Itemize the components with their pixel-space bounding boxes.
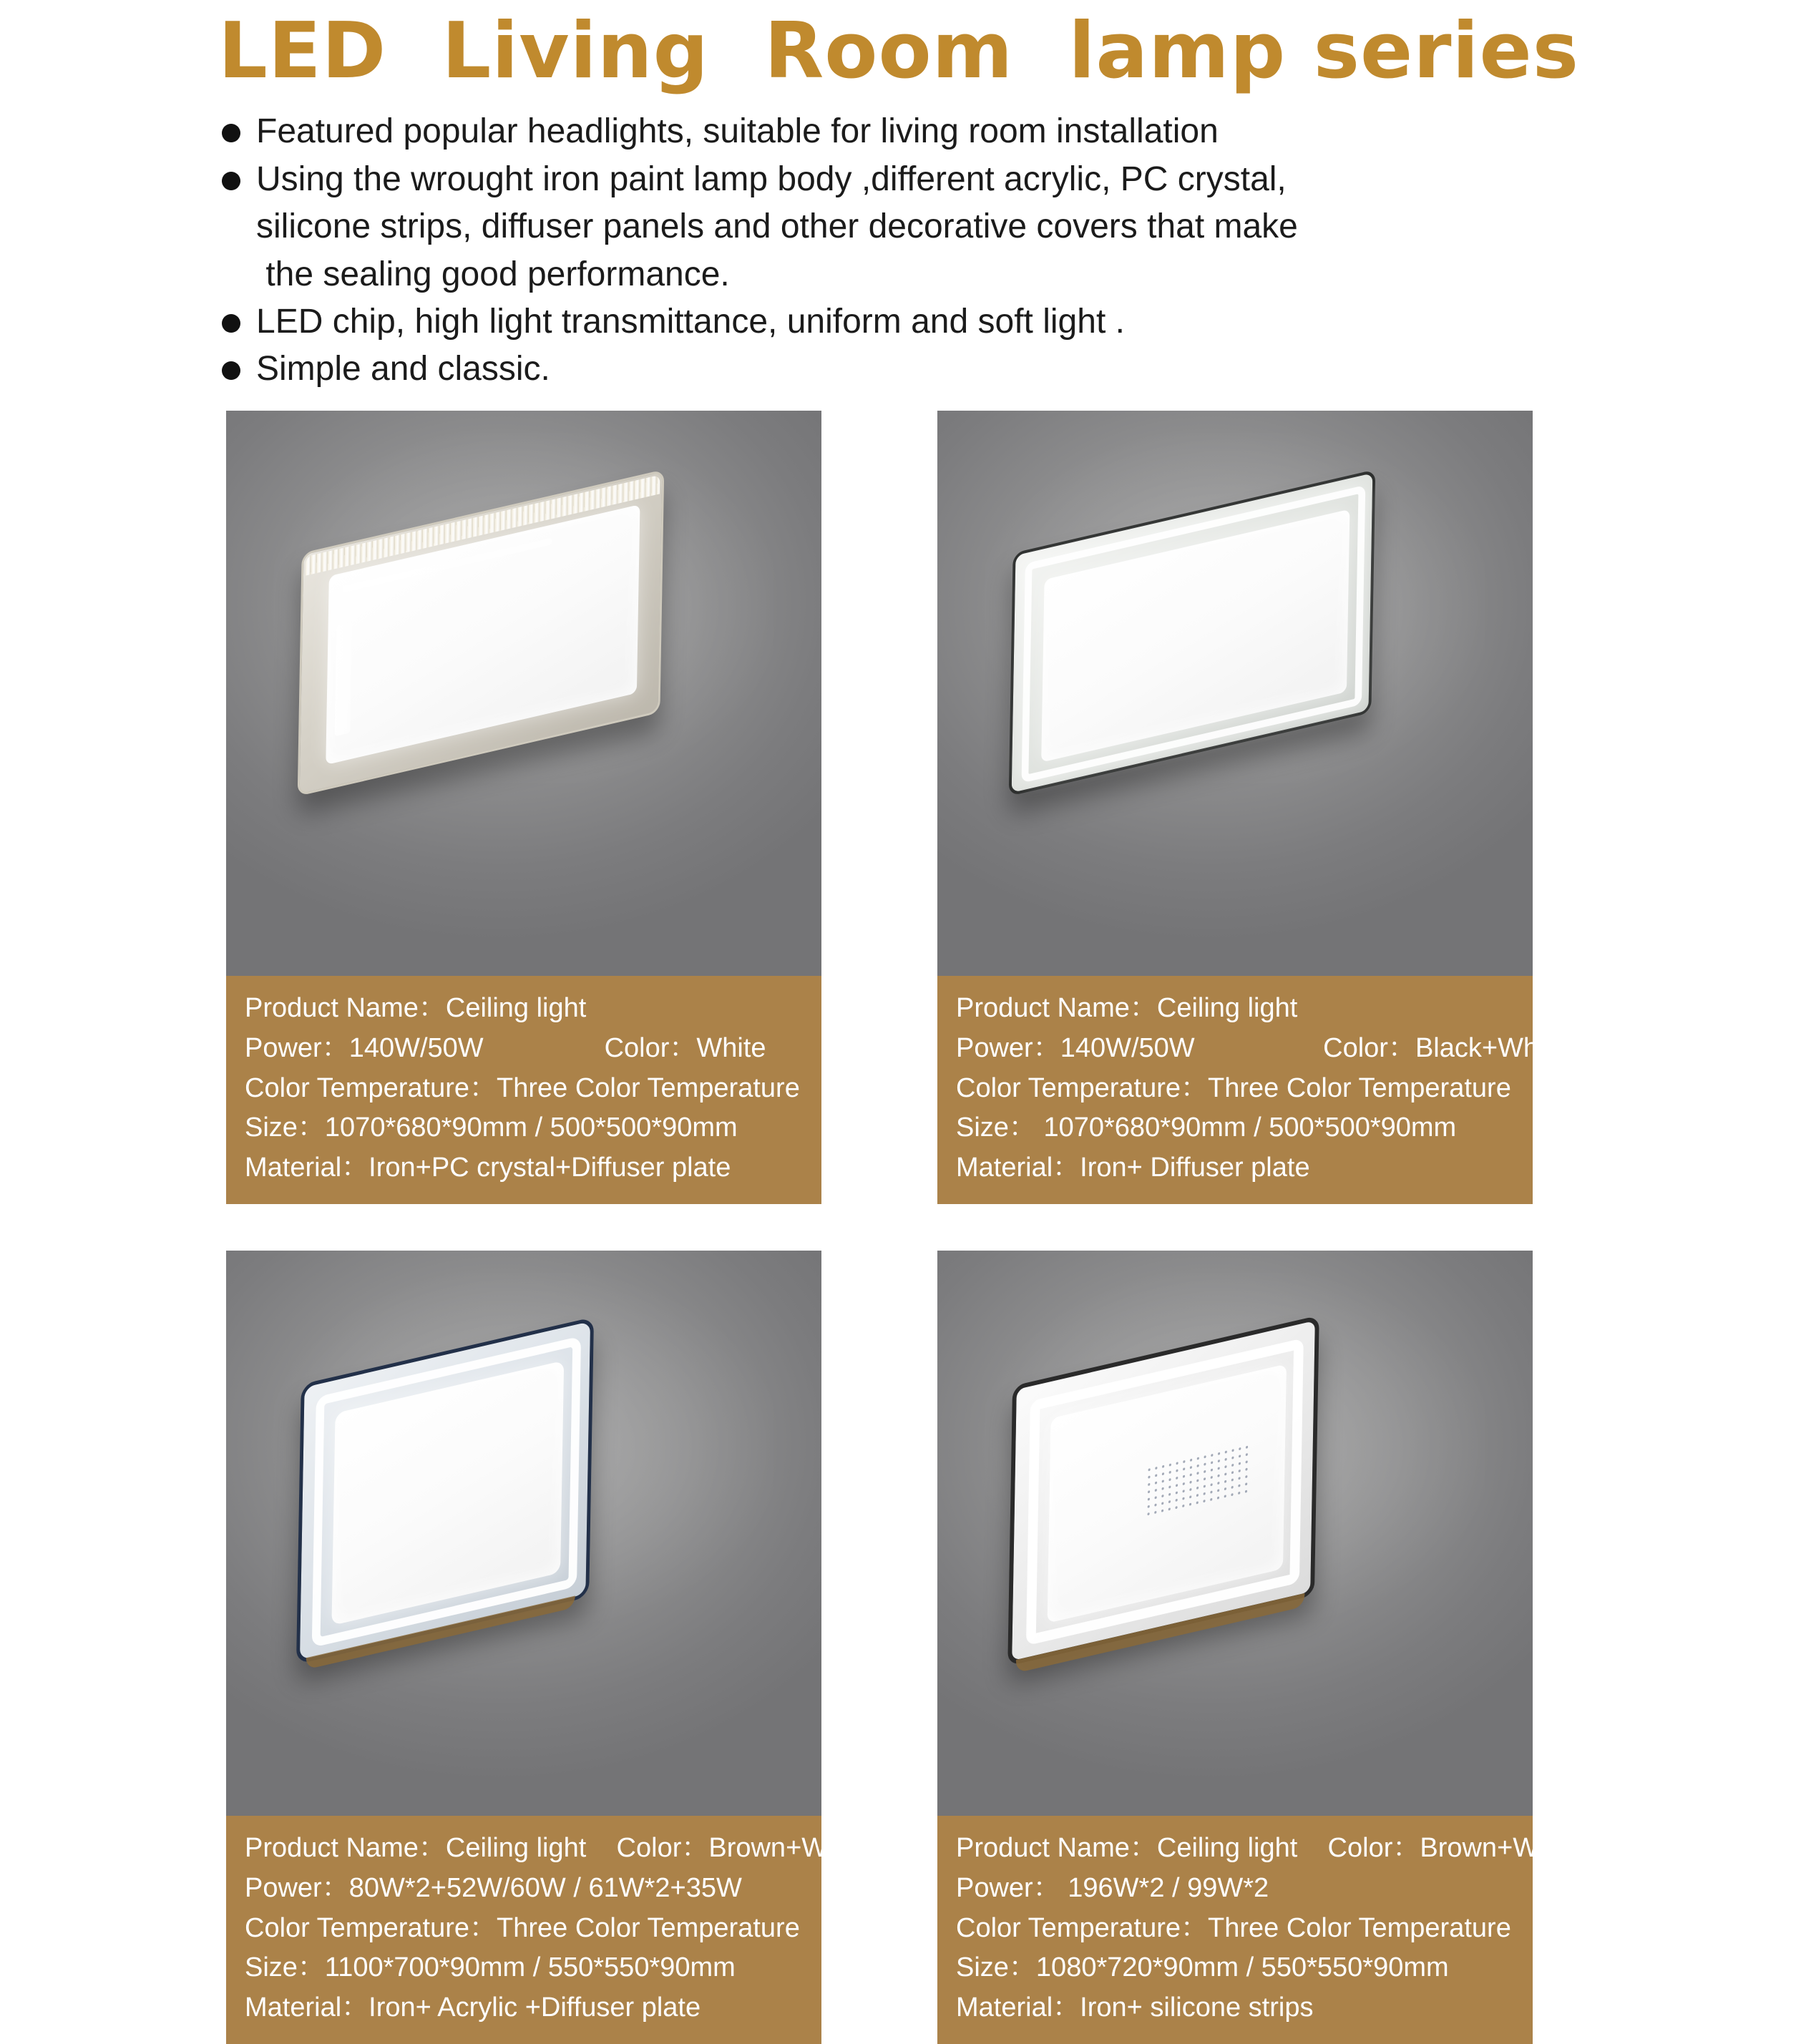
list-item-continuation: [222, 253, 1474, 297]
spec-product-name: Product Name：Ceiling light: [956, 992, 1298, 1023]
spec-color-temperature: Color Temperature：Three Color Temperature: [245, 1072, 800, 1103]
product-card[interactable]: [226, 1251, 872, 2044]
bullet-dot-icon: [222, 314, 249, 333]
list-item-label: Using the wrought iron paint lamp body ,different acrylic, PC crystal,: [256, 160, 1287, 198]
product-spec-block: [226, 976, 821, 1204]
page-title: LED Living Room lamp series: [218, 6, 1580, 96]
spec-power-color: Power：140W/50W Color：Black+White: [956, 1032, 1568, 1063]
product-card[interactable]: [937, 411, 1568, 1204]
list-item: [222, 300, 1474, 344]
bullet-dot-icon: [222, 361, 249, 380]
list-item-label: Simple and classic.: [256, 350, 550, 388]
spec-power: Power： 196W*2 / 99W*2: [956, 1872, 1269, 1903]
bullet-spacer-icon: [222, 219, 249, 238]
spec-power: Power：80W*2+52W/60W / 61W*2+35W: [245, 1872, 742, 1903]
bullet-dot-icon: [222, 124, 249, 142]
product-card[interactable]: [226, 411, 821, 1204]
bullet-dot-icon: [222, 172, 249, 190]
product-spec-block: [937, 976, 1568, 1204]
product-card[interactable]: [937, 1251, 1583, 2044]
list-item-label: Featured popular headlights, suitable for living room installation: [256, 112, 1219, 151]
bullet-spacer-icon: [222, 267, 249, 285]
spec-color-temperature: Color Temperature：Three Color Temperature: [956, 1072, 1511, 1103]
spec-color-temperature: Color Temperature：Three Color Temperature: [956, 1912, 1511, 1943]
lamp-illustration: [1006, 1354, 1464, 1662]
product-image: [226, 411, 821, 976]
catalog-page: [0, 6, 1801, 2033]
lamp-illustration: [295, 514, 753, 822]
list-item: [222, 109, 1474, 154]
list-item: [222, 347, 1474, 391]
spec-size: Size：1070*680*90mm / 500*500*90mm: [245, 1113, 738, 1143]
list-item-label: LED chip, high light transmittance, uniform and soft light .: [256, 303, 1125, 341]
spec-size: Size：1080*720*90mm / 550*550*90mm: [956, 1952, 1449, 1983]
product-spec-block: [226, 1816, 872, 2044]
list-item: [222, 157, 1474, 202]
list-item-continuation: [222, 205, 1474, 249]
feature-list: [222, 109, 1474, 391]
spec-product-name: Product Name：Ceiling light Color：Brown+White: [956, 1832, 1583, 1863]
spec-material: Material：Iron+ Acrylic +Diffuser plate: [245, 1992, 701, 2023]
product-image: [937, 411, 1533, 976]
spec-color-temperature: Color Temperature：Three Color Temperature: [245, 1912, 800, 1943]
spec-material: Material：Iron+ silicone strips: [956, 1992, 1314, 2023]
product-spec-block: [937, 1816, 1583, 2044]
spec-material: Material：Iron+PC crystal+Diffuser plate: [245, 1153, 731, 1183]
list-item-label: silicone strips, diffuser panels and other decorative covers that make: [256, 207, 1298, 246]
spec-product-name: Product Name：Ceiling light Color：Brown+White: [245, 1832, 872, 1863]
product-image: [937, 1251, 1533, 1816]
product-image: [226, 1251, 821, 1816]
spec-size: Size： 1070*680*90mm / 500*500*90mm: [956, 1113, 1457, 1143]
list-item-label: the sealing good performance.: [256, 255, 730, 293]
lamp-illustration: [295, 1354, 753, 1662]
spec-size: Size：1100*700*90mm / 550*550*90mm: [245, 1952, 736, 1983]
spec-product-name: Product Name：Ceiling light: [245, 992, 587, 1023]
spec-material: Material：Iron+ Diffuser plate: [956, 1153, 1310, 1183]
spec-power-color: Power：140W/50W Color：White: [245, 1032, 766, 1063]
lamp-illustration: [1006, 514, 1464, 822]
